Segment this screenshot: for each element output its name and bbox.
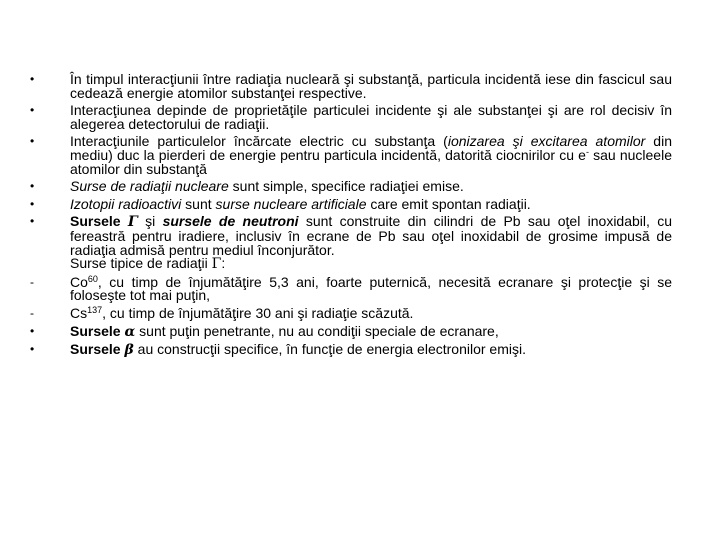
superscript: 60 [87,273,98,284]
alpha-symbol: α [124,323,136,340]
text-run: şi [137,213,163,230]
italic-run: surse nucleare artificiale [215,195,367,212]
list-item [30,215,672,257]
item-text [70,195,672,212]
bold-italic-run: sursele de neutroni [162,213,299,230]
bullet-marker: • [30,179,35,194]
text-run: care emit spontan radiaţii. [366,195,531,212]
dash-marker: - [30,305,34,320]
gamma-symbol: Γ [127,214,138,231]
text-run: , cu timp de înjumătăţire 30 ani şi radiaţie scăzută. [102,304,414,321]
bullet-marker: • [30,72,35,86]
item-text [70,215,672,257]
list-item [30,180,672,194]
text-run: Cs [70,304,88,321]
list-item [30,343,672,358]
italic-run: Izotopii radioactivi [70,195,182,212]
italic-run: ionizarea şi excitarea atomilor [447,133,646,150]
bold-run: Sursele [70,213,128,230]
text-run: au construcţii specifice, în funcţie de energia electronilor emişi. [133,341,526,358]
item-text [70,180,672,194]
text-run: din mediu) duc la pierderi de energie pentru particula incidentă, datorită ciocnirilor cu e [70,133,672,163]
dash-marker: - [30,274,34,289]
bullet-list [30,73,672,358]
list-item [30,322,672,340]
bullet-marker: • [30,323,35,338]
superscript: 137 [87,304,103,315]
text-run: Co [70,273,88,290]
list-item [30,257,672,272]
item-text [70,135,672,176]
item-text: Interacţiunea depinde de proprietăţile particulei incidente şi ale substanţei şi are rol decisiv în alegerea detectorului de radiaţii. [70,102,672,132]
text-run: sunt puţin penetrante, nu au condiţii speciale de ecranare, [135,322,499,339]
list-item [30,73,672,100]
bullet-marker: • [30,342,35,357]
italic-run: Surse de radiaţii nucleare [70,178,229,195]
text-run: sunt construite din cilindri de Pb sau oţel inoxidabil, cu fereastră pentru iradiere, inclusiv în ecrane de Pb sau oţel inoxidabil de grosime impusă de radiaţia admisă pentru mediul înconjurător. [70,213,672,258]
bullet-marker: • [30,196,35,211]
item-text [70,343,672,358]
superscript: - [585,146,589,157]
item-text: În timpul interacţiunii între radiaţia nucleară şi substanţă, particula incidentă iese din fascicul sau cedează energie atomilor substanţei respective. [70,71,672,101]
beta-symbol: β [124,342,134,359]
list-item [30,135,672,176]
text-run: sunt simple, specifice radiaţiei emise. [228,178,464,195]
list-item [30,304,672,321]
text-run: Interacţiunile particulelor încărcate electric cu substanţa ( [70,133,448,150]
bold-run: Sursele [70,341,125,358]
bullet-marker: • [30,214,35,229]
item-text [70,322,672,340]
list-item [30,273,672,304]
item-text [70,304,672,321]
item-text [70,257,672,272]
text-run: Surse tipice de radiaţii [70,255,212,272]
bold-run: Sursele [70,322,125,339]
text-run: sunt [181,195,216,212]
list-item [30,195,672,212]
text-run: , cu timp de înjumătăţire 5,3 ani, foarte puternică, necesită ecranare şi protecţie şi se foloseşte tot mai puţin, [70,273,672,304]
text-run: sau nucleele atomilor din substanţă [70,146,672,177]
list-item [30,104,672,131]
item-text [70,273,672,304]
bullet-marker: • [30,134,35,149]
bullet-marker: • [30,103,35,118]
gamma-symbol: Γ [211,256,222,273]
text-run: : [221,255,226,272]
